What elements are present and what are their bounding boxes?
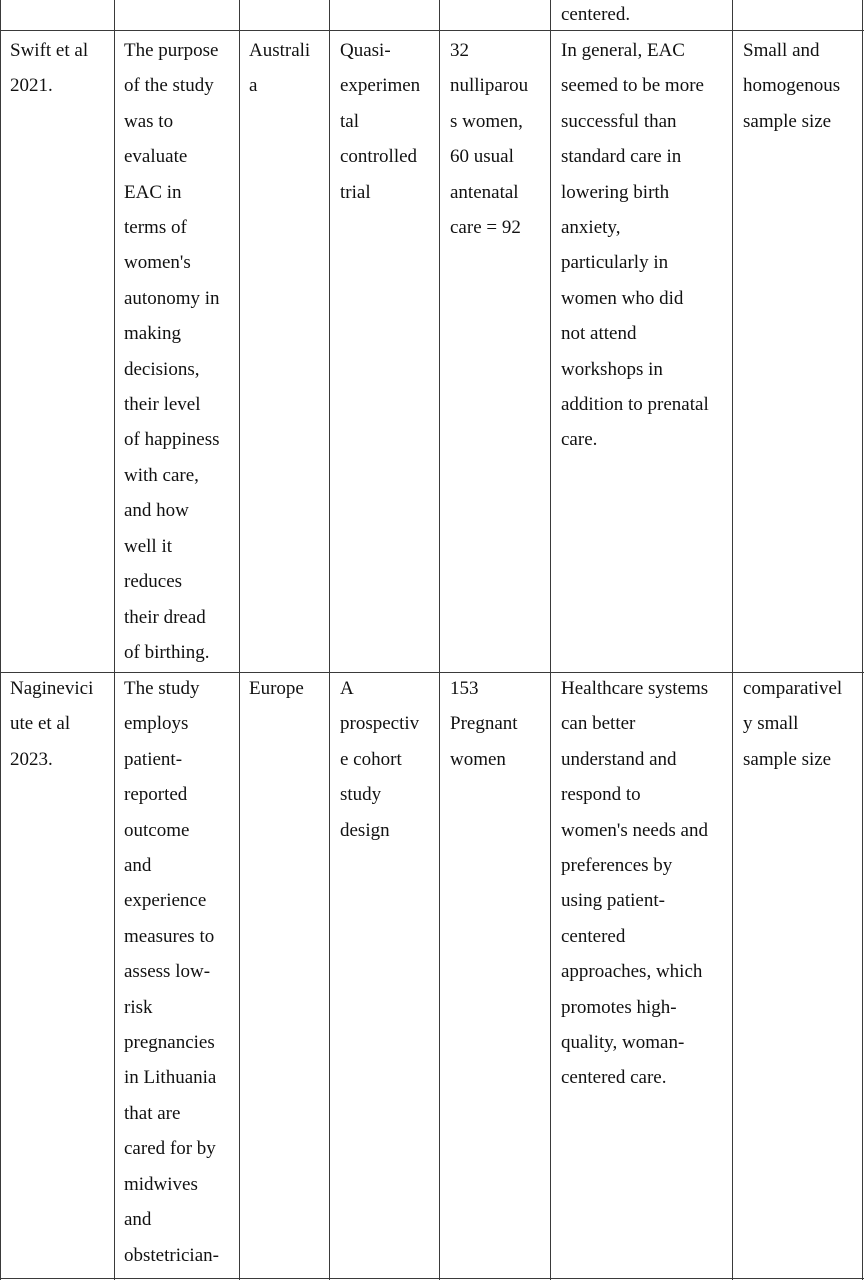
table-cell-limitations: Small and homogenous sample size (743, 40, 841, 132)
column-rule (862, 0, 863, 1280)
table-cell-purpose: The purpose of the study was to evaluate EAC in terms of women's autonomy in making decisions, their level of happiness with care, and how well it reduces their dread of birthing. (124, 40, 220, 663)
table-cell-findings: Healthcare systems can better understand and respond to women's needs and preferences by using patient- centered approaches, which promotes high- quality, woman- centered care. (561, 678, 709, 1089)
table-cell-design: Quasi- experimen tal controlled trial (340, 40, 421, 203)
table-cell-findings: In general, EAC seemed to be more successful than standard care in lowering birth anxiety, particularly in women who did not attend workshops in addition to prenatal care. (561, 40, 709, 451)
column-rule (114, 0, 115, 1280)
table-cell-findings-continued: centered. (561, 4, 631, 25)
column-rule (439, 0, 440, 1280)
table-cell-design: A prospectiv e cohort study design (340, 678, 420, 841)
column-rule (239, 0, 240, 1280)
row-rule (0, 1278, 864, 1279)
table-cell-limitations: comparativel y small sample size (743, 678, 843, 770)
table-cell-study: Naginevici ute et al 2023. (10, 678, 94, 770)
row-rule (0, 30, 864, 31)
table-cell-purpose: The study employs patient- reported outcome and experience measures to assess low- risk pregnancies in Lithuania that are cared for by midwives and obstetrician- (124, 678, 219, 1266)
table-cell-study: Swift et al 2021. (10, 40, 89, 97)
table-cell-country: Europe (249, 678, 304, 699)
table-cell-country: Australi a (249, 40, 311, 97)
table-cell-sample: 32 nulliparou s women, 60 usual antenatal care = 92 (450, 40, 529, 239)
column-rule (550, 0, 551, 1280)
column-rule (732, 0, 733, 1280)
column-rule (0, 0, 1, 1280)
column-rule (329, 0, 330, 1280)
table-cell-sample: 153 Pregnant women (450, 678, 518, 770)
